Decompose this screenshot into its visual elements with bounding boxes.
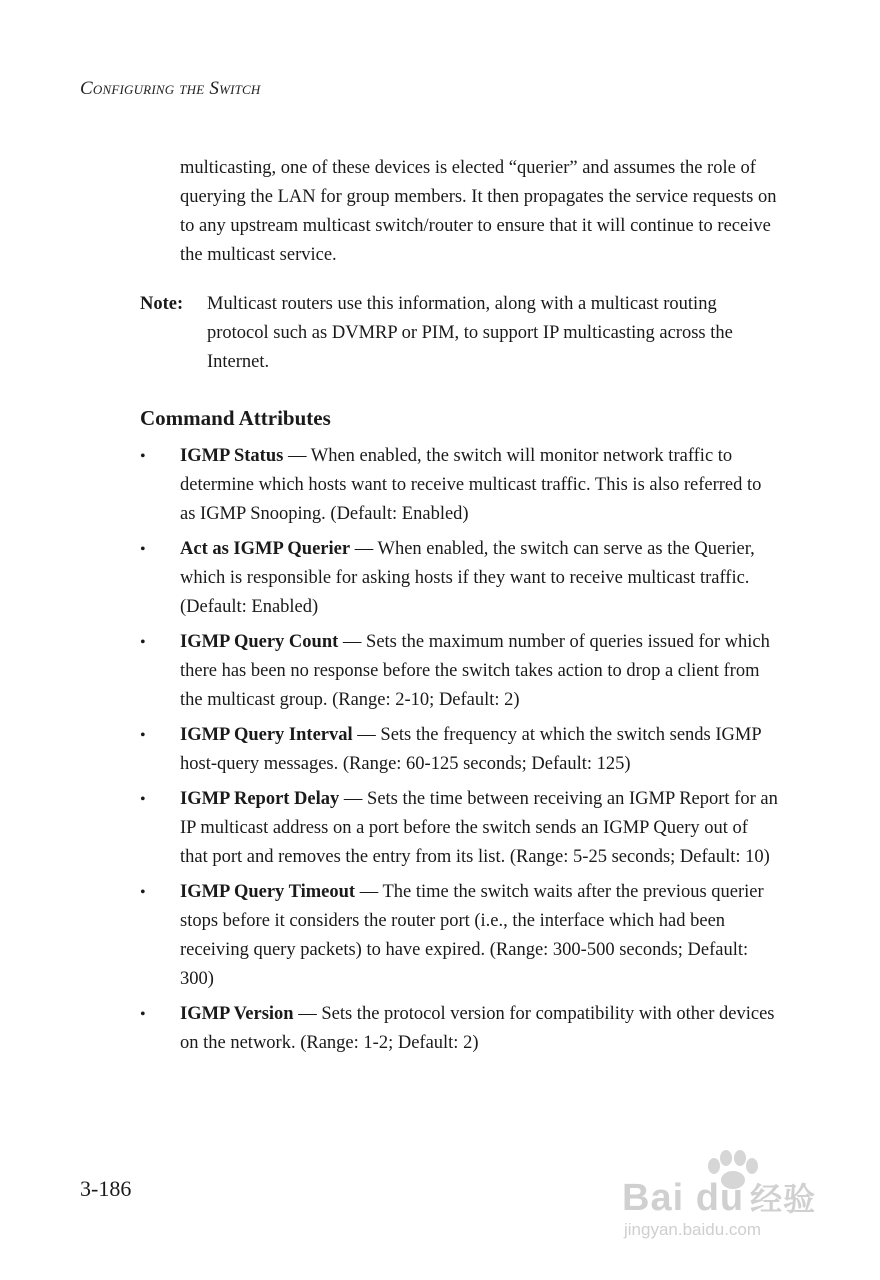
bullet-icon: • [140,1006,146,1023]
attribute-name: IGMP Version [180,1004,294,1024]
attribute-body [180,535,780,622]
note-text: Multicast routers use this information, along with a multicast routing protocol such as DVMRP or PIM, to support IP multicasting across the Internet. [207,294,733,372]
list-item [140,535,790,622]
attribute-body [180,878,780,994]
attribute-description: — Sets the time between receiving an IGMP Report for an IP multicast address on a port before the switch sends an IGMP Query out of that port and removes the entry from its list. (Range: 5-25 seconds; Default: 10) [180,789,778,867]
bullet-icon: • [140,791,146,808]
list-item [140,878,790,994]
list-item [140,628,790,715]
attribute-description: — Sets the protocol version for compatibility with other devices on the network. (Range: 1-2; Default: 2) [180,1004,775,1053]
attribute-name: IGMP Query Count [180,632,339,652]
note-label: Note: [140,294,184,314]
section-heading: Command Attributes [140,406,331,430]
note-block [140,290,790,377]
attribute-description: — Sets the frequency at which the switch sends IGMP host-query messages. (Range: 60-125 seconds; Default: 125) [180,725,761,774]
attribute-body [180,785,780,872]
attribute-body [180,721,780,779]
watermark-logo-cjk: 经验 [750,1181,817,1217]
list-item [140,1000,790,1058]
command-attributes-list [140,442,790,1064]
bullet-icon: • [140,727,146,744]
page-number: 3-186 [80,1176,132,1201]
attribute-name: IGMP Report Delay [180,789,340,809]
attribute-name: Act as IGMP Querier [180,539,351,559]
intro-paragraph: multicasting, one of these devices is elected “querier” and assumes the role of querying the LAN for group members. It then propagates the service requests on to any upstream multicast switch/router to ensure that it will continue to receive the multicast service. [180,158,777,265]
baidu-watermark [616,1150,846,1246]
watermark-logo-text: Bai du [622,1177,745,1219]
attribute-name: IGMP Status [180,446,284,466]
bullet-icon: • [140,884,146,901]
watermark-url: jingyan.baidu.com [624,1220,762,1239]
attribute-body [180,1000,780,1058]
attribute-description: — When enabled, the switch will monitor network traffic to determine which hosts want to receive multicast traffic. This is also referred to as IGMP Snooping. (Default: Enabled) [180,446,762,524]
attribute-body [180,628,780,715]
bullet-icon: • [140,448,146,465]
attribute-name: IGMP Query Timeout [180,882,356,902]
list-item [140,721,790,779]
attribute-name: IGMP Query Interval [180,725,353,745]
list-item [140,442,790,529]
watermark-logo [622,1174,816,1220]
bullet-icon: • [140,541,146,558]
list-item [140,785,790,872]
attribute-body [180,442,780,529]
bullet-icon: • [140,634,146,651]
attribute-description: — Sets the maximum number of queries issued for which there has been no response before the switch takes action to drop a client from the multicast group. (Range: 2-10; Default: 2) [180,632,770,710]
running-head: Configuring the Switch [80,78,261,99]
attribute-description: — When enabled, the switch can serve as the Querier, which is responsible for asking hosts if they want to receive multicast traffic. (Default: Enabled) [180,539,755,617]
attribute-description: — The time the switch waits after the previous querier stops before it considers the router port (i.e., the interface which had been receiving query packets) to have expired. (Range: 300-500 seconds; Default: 300) [180,882,764,989]
